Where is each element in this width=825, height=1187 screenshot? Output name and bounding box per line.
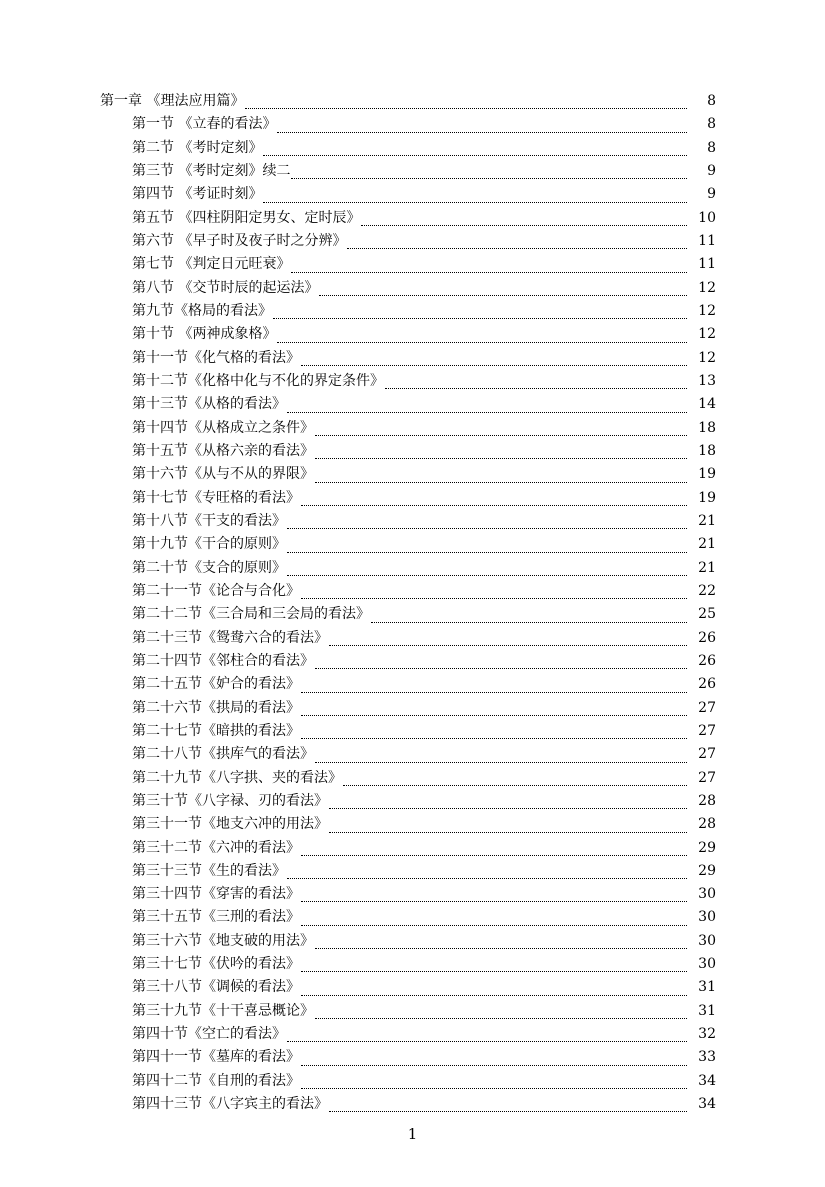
toc-section-entry[interactable] — [0, 627, 825, 650]
toc-entry-page: 14 — [698, 396, 716, 413]
toc-entry-page: 26 — [698, 629, 716, 646]
toc-section-entry[interactable] — [0, 113, 825, 136]
toc-entry-title: 第二十五节《妒合的看法》 — [132, 676, 300, 693]
toc-entry-page: 21 — [698, 512, 716, 529]
toc-section-entry[interactable] — [0, 860, 825, 883]
toc-entry-page: 11 — [698, 256, 716, 273]
toc-entry-title: 第一节 《立春的看法》 — [132, 116, 277, 133]
dot-leader — [277, 341, 687, 343]
dot-leader — [301, 504, 687, 506]
toc-entry-page: 21 — [698, 536, 716, 553]
dot-leader — [263, 201, 687, 203]
toc-chapter-entry[interactable] — [0, 90, 825, 113]
dot-leader — [301, 994, 687, 996]
dot-leader — [301, 714, 687, 716]
toc-section-entry[interactable] — [0, 837, 825, 860]
dot-leader — [329, 644, 687, 646]
dot-leader — [329, 1110, 687, 1112]
dot-leader — [329, 831, 687, 833]
toc-entry-title: 第四节 《考证时刻》 — [132, 186, 263, 203]
toc-section-entry[interactable] — [0, 487, 825, 510]
toc-entry-title: 第三十二节《六冲的看法》 — [132, 839, 300, 856]
toc-entry-page: 29 — [698, 839, 716, 856]
dot-leader — [385, 387, 687, 389]
toc-section-entry[interactable] — [0, 1093, 825, 1116]
toc-section-entry[interactable] — [0, 510, 825, 533]
toc-section-entry[interactable] — [0, 767, 825, 790]
toc-section-entry[interactable] — [0, 906, 825, 929]
toc-section-entry[interactable] — [0, 207, 825, 230]
toc-entry-page: 33 — [698, 1049, 716, 1066]
toc-entry-page: 11 — [698, 232, 716, 249]
toc-entry-title: 第四十三节《八字宾主的看法》 — [132, 1096, 328, 1113]
dot-leader — [315, 761, 687, 763]
toc-entry-page: 12 — [698, 326, 716, 343]
toc-section-entry[interactable] — [0, 417, 825, 440]
toc-entry-title: 第四十一节《墓库的看法》 — [132, 1049, 300, 1066]
toc-section-entry[interactable] — [0, 1023, 825, 1046]
toc-entry-page: 8 — [707, 116, 716, 133]
toc-entry-page: 8 — [707, 93, 716, 109]
toc-section-entry[interactable] — [0, 230, 825, 253]
dot-leader — [287, 411, 687, 413]
toc-entry-title: 第十六节《从与不从的界限》 — [132, 466, 314, 483]
dot-leader — [301, 691, 687, 693]
toc-section-entry[interactable] — [0, 300, 825, 323]
toc-section-entry[interactable] — [0, 720, 825, 743]
toc-entry-title: 第二十八节《拱库气的看法》 — [132, 746, 314, 763]
toc-entry-title: 第三十九节《十干喜忌概论》 — [132, 1002, 314, 1019]
toc-entry-page: 12 — [698, 349, 716, 366]
dot-leader — [315, 457, 687, 459]
dot-leader — [315, 667, 687, 669]
toc-entry-title: 第六节 《早子时及夜子时之分辨》 — [132, 232, 347, 249]
toc-entry-title: 第四十节《空亡的看法》 — [132, 1026, 286, 1043]
dot-leader — [263, 154, 687, 156]
toc-section-entry[interactable] — [0, 277, 825, 300]
toc-section-entry[interactable] — [0, 137, 825, 160]
toc-entry-page: 28 — [698, 816, 716, 833]
toc-section-entry[interactable] — [0, 930, 825, 953]
dot-leader — [301, 1064, 687, 1066]
toc-section-entry[interactable] — [0, 650, 825, 673]
dot-leader — [361, 224, 687, 226]
toc-section-entry[interactable] — [0, 463, 825, 486]
toc-section-entry[interactable] — [0, 813, 825, 836]
toc-entry-page: 27 — [698, 746, 716, 763]
dot-leader — [245, 107, 687, 109]
toc-entry-title: 第二十九节《八字拱、夹的看法》 — [132, 769, 342, 786]
toc-entry-page: 30 — [698, 886, 716, 903]
toc-entry-title: 第十节 《两神成象格》 — [132, 326, 277, 343]
dot-leader — [291, 177, 687, 179]
toc-section-entry[interactable] — [0, 790, 825, 813]
toc-section-entry[interactable] — [0, 393, 825, 416]
toc-entry-page: 31 — [698, 1002, 716, 1019]
toc-entry-page: 18 — [698, 442, 716, 459]
dot-leader — [347, 247, 687, 249]
toc-entry-page: 10 — [698, 209, 716, 226]
toc-entry-page: 30 — [698, 909, 716, 926]
toc-entry-page: 26 — [698, 652, 716, 669]
toc-entry-page: 22 — [698, 582, 716, 599]
toc-entry-title: 第一章 《理法应用篇》 — [100, 93, 245, 109]
toc-entry-title: 第九节《格局的看法》 — [132, 302, 272, 319]
dot-leader — [277, 131, 687, 133]
dot-leader — [315, 481, 687, 483]
toc-entry-page: 27 — [698, 769, 716, 786]
toc-entry-title: 第十四节《从格成立之条件》 — [132, 419, 314, 436]
toc-entry-title: 第二十七节《暗拱的看法》 — [132, 722, 300, 739]
dot-leader — [343, 784, 687, 786]
toc-entry-title: 第十一节《化气格的看法》 — [132, 349, 300, 366]
toc-entry-title: 第二节 《考时定刻》 — [132, 139, 263, 156]
toc-entry-title: 第二十一节《论合与合化》 — [132, 582, 300, 599]
toc-entry-title: 第三十三节《生的看法》 — [132, 862, 286, 879]
toc-section-entry[interactable] — [0, 580, 825, 603]
toc-entry-title: 第三十七节《伏吟的看法》 — [132, 956, 300, 973]
toc-section-entry[interactable] — [0, 323, 825, 346]
toc-entry-title: 第十七节《专旺格的看法》 — [132, 489, 300, 506]
toc-entry-title: 第十三节《从格的看法》 — [132, 396, 286, 413]
toc-section-entry[interactable] — [0, 533, 825, 556]
toc-section-entry[interactable] — [0, 1070, 825, 1093]
dot-leader — [273, 317, 687, 319]
dot-leader — [301, 924, 687, 926]
dot-leader — [287, 877, 687, 879]
toc-entry-title: 第二十六节《拱局的看法》 — [132, 699, 300, 716]
toc-section-entry[interactable] — [0, 557, 825, 580]
toc-section-entry[interactable] — [0, 347, 825, 370]
page-number: 1 — [407, 1125, 418, 1143]
toc-section-entry[interactable] — [0, 1046, 825, 1069]
toc-entry-title: 第八节 《交节时辰的起运法》 — [132, 279, 319, 296]
toc-entry-title: 第三十八节《调候的看法》 — [132, 979, 300, 996]
toc-entry-title: 第二十四节《邻柱合的看法》 — [132, 652, 314, 669]
toc-entry-title: 第三十五节《三刑的看法》 — [132, 909, 300, 926]
dot-leader — [329, 807, 687, 809]
dot-leader — [301, 364, 687, 366]
toc-section-entry[interactable] — [0, 883, 825, 906]
toc-section-entry[interactable] — [0, 976, 825, 999]
toc-section-entry[interactable] — [0, 183, 825, 206]
toc-section-entry[interactable] — [0, 253, 825, 276]
dot-leader — [319, 294, 687, 296]
toc-section-entry[interactable] — [0, 743, 825, 766]
toc-entry-title: 第三十节《八字禄、刃的看法》 — [132, 792, 328, 809]
dot-leader — [287, 551, 687, 553]
toc-entry-page: 25 — [698, 606, 716, 623]
toc-entry-title: 第三十一节《地支六冲的用法》 — [132, 816, 328, 833]
dot-leader — [371, 621, 687, 623]
toc-entry-page: 12 — [698, 279, 716, 296]
toc-entry-page: 27 — [698, 722, 716, 739]
dot-leader — [287, 574, 687, 576]
toc-section-entry[interactable] — [0, 440, 825, 463]
toc-entry-page: 34 — [698, 1096, 716, 1113]
toc-section-entry[interactable] — [0, 673, 825, 696]
dot-leader — [315, 947, 687, 949]
toc-entry-page: 21 — [698, 559, 716, 576]
toc-section-entry[interactable] — [0, 953, 825, 976]
toc-entry-page: 29 — [698, 862, 716, 879]
toc-entry-page: 28 — [698, 792, 716, 809]
toc-section-entry[interactable] — [0, 697, 825, 720]
toc-section-entry[interactable] — [0, 160, 825, 183]
toc-entry-page: 9 — [707, 162, 716, 179]
toc-entry-page: 30 — [698, 956, 716, 973]
toc-section-entry[interactable] — [0, 1000, 825, 1023]
dot-leader — [301, 597, 687, 599]
table-of-contents — [0, 90, 825, 1116]
toc-entry-page: 32 — [698, 1026, 716, 1043]
toc-entry-page: 30 — [698, 932, 716, 949]
dot-leader — [315, 434, 687, 436]
dot-leader — [315, 1017, 687, 1019]
toc-entry-page: 8 — [707, 139, 716, 156]
dot-leader — [287, 1040, 687, 1042]
toc-entry-title: 第三节 《考时定刻》续二 — [132, 162, 291, 179]
toc-entry-title: 第十五节《从格六亲的看法》 — [132, 442, 314, 459]
toc-entry-title: 第十二节《化格中化与不化的界定条件》 — [132, 372, 384, 389]
toc-entry-title: 第四十二节《自刑的看法》 — [132, 1072, 300, 1089]
toc-entry-title: 第三十四节《穿害的看法》 — [132, 886, 300, 903]
toc-entry-page: 19 — [698, 466, 716, 483]
dot-leader — [301, 1087, 687, 1089]
toc-entry-page: 19 — [698, 489, 716, 506]
toc-entry-title: 第三十六节《地支破的用法》 — [132, 932, 314, 949]
dot-leader — [301, 900, 687, 902]
toc-entry-page: 12 — [698, 302, 716, 319]
toc-section-entry[interactable] — [0, 370, 825, 393]
toc-entry-page: 18 — [698, 419, 716, 436]
toc-entry-page: 27 — [698, 699, 716, 716]
toc-entry-page: 9 — [707, 186, 716, 203]
dot-leader — [301, 737, 687, 739]
toc-entry-title: 第二十节《支合的原则》 — [132, 559, 286, 576]
toc-entry-page: 13 — [698, 372, 716, 389]
dot-leader — [291, 271, 687, 273]
dot-leader — [301, 854, 687, 856]
toc-entry-title: 第五节 《四柱阴阳定男女、定时辰》 — [132, 209, 361, 226]
toc-entry-page: 31 — [698, 979, 716, 996]
toc-section-entry[interactable] — [0, 603, 825, 626]
toc-entry-page: 26 — [698, 676, 716, 693]
toc-entry-title: 第十八节《干支的看法》 — [132, 512, 286, 529]
dot-leader — [301, 970, 687, 972]
toc-entry-title: 第二十三节《鸳鸯六合的看法》 — [132, 629, 328, 646]
toc-entry-page: 34 — [698, 1072, 716, 1089]
toc-entry-title: 第二十二节《三合局和三会局的看法》 — [132, 606, 370, 623]
dot-leader — [287, 527, 687, 529]
toc-entry-title: 第十九节《干合的原则》 — [132, 536, 286, 553]
toc-entry-title: 第七节 《判定日元旺衰》 — [132, 256, 291, 273]
